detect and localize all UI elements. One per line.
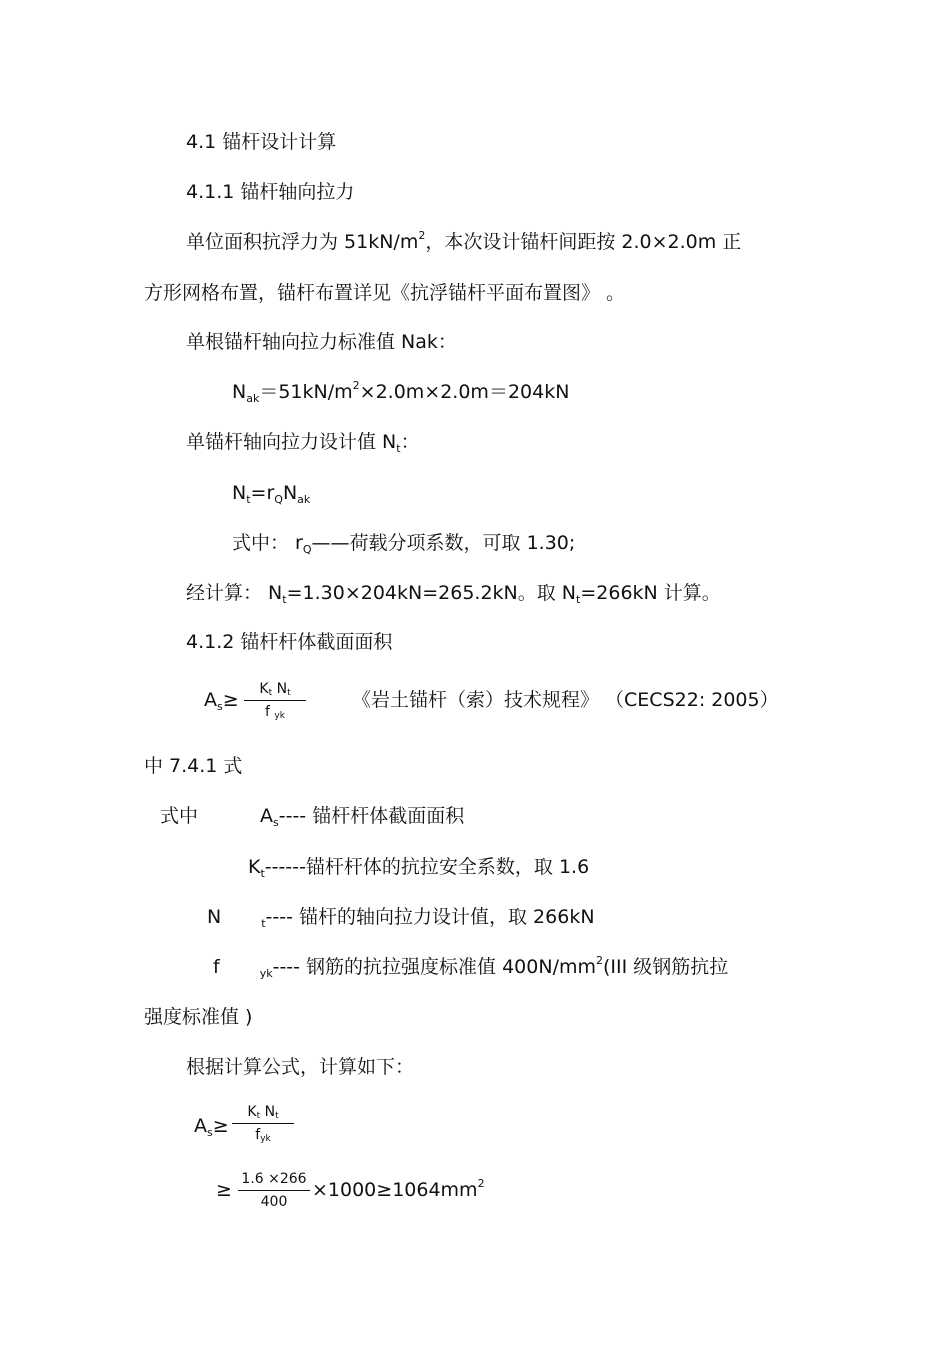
subscript: yk <box>274 711 285 721</box>
subscript: t <box>287 688 291 698</box>
symbol: N <box>232 482 247 504</box>
nak-label: 单根锚杆轴向拉力标准值 Nak： <box>186 331 457 353</box>
text: =266kN 计算。 <box>580 582 721 604</box>
superscript: 2 <box>596 954 603 967</box>
def-nt <box>207 905 595 929</box>
def-kt <box>248 855 589 879</box>
symbol: A <box>260 805 273 827</box>
text: 单锚杆轴向拉力设计值 N <box>186 431 397 453</box>
text: ×2.0m×2.0m＝204kN <box>359 381 570 403</box>
fraction-bar <box>244 700 306 701</box>
symbol: N <box>276 681 288 697</box>
text: ，本次设计锚杆间距按 2.0×2.0m 正 <box>425 231 742 253</box>
subscript: t <box>576 593 581 606</box>
def-as <box>260 804 464 828</box>
formula-as <box>204 688 239 712</box>
subscript: Q <box>274 493 283 506</box>
numerator <box>244 680 306 698</box>
text: ---- 锚杆的轴向拉力设计值，取 266kN <box>265 906 595 928</box>
numerator: 1.6 ×266 <box>241 1171 307 1187</box>
nak-formula <box>232 380 569 404</box>
subscript: s <box>207 1126 213 1139</box>
defs-intro: 式中 <box>160 805 199 827</box>
heading-4-1: 4.1 锚杆设计计算 <box>186 131 337 153</box>
subscript: s <box>217 700 223 713</box>
nt-label <box>186 430 420 454</box>
subscript: t <box>256 1111 261 1121</box>
text: ＝51kN/m <box>259 381 353 403</box>
subscript: t <box>396 442 401 455</box>
calc-intro: 根据计算公式，计算如下： <box>186 1056 415 1078</box>
symbol: A <box>194 1115 207 1137</box>
heading-4-1-1: 4.1.1 锚杆轴向拉力 <box>186 181 355 203</box>
formula-reference: 《岩土锚杆（索）技术规程》 （CECS22: 2005） <box>352 689 779 711</box>
paragraph-line <box>186 230 741 254</box>
symbol: f <box>213 956 220 978</box>
text: =1.30×204kN=265.2kN。取 N <box>286 582 577 604</box>
paragraph-line: 方形网格布置，锚杆布置详见《抗浮锚杆平面布置图》 。 <box>144 282 626 304</box>
calc-ge: ≥ <box>216 1179 232 1201</box>
symbol: K <box>247 1104 257 1120</box>
subscript: yk <box>260 1134 271 1144</box>
subscript: ak <box>246 392 260 405</box>
subscript: t <box>275 1111 279 1121</box>
heading-4-1-2: 4.1.2 锚杆杆体截面面积 <box>186 631 393 653</box>
symbol: A <box>204 689 217 711</box>
text: ： <box>400 431 420 453</box>
subscript: Q <box>302 543 312 556</box>
text: ---- 锚杆杆体截面面积 <box>278 805 465 827</box>
symbol: f <box>265 704 270 720</box>
denominator <box>244 703 306 721</box>
text: 经计算： N <box>186 582 283 604</box>
calc-result <box>312 1178 485 1202</box>
symbol: f <box>255 1127 261 1143</box>
symbol: K <box>248 856 261 878</box>
text: ——荷载分项系数，可取 1.30; <box>311 532 576 554</box>
superscript: 2 <box>352 379 360 392</box>
calc-as <box>194 1114 229 1138</box>
text: 单位面积抗浮力为 51kN/m <box>186 231 419 253</box>
fraction-bar <box>238 1190 310 1191</box>
numerator <box>232 1103 294 1121</box>
subscript: s <box>273 816 279 829</box>
symbol: ≥ <box>222 689 239 711</box>
symbol: N <box>232 381 247 403</box>
subscript: t <box>246 493 251 506</box>
symbol: =r <box>250 482 275 504</box>
text: ×1000≥1064mm <box>312 1179 478 1201</box>
denominator: 400 <box>260 1194 288 1210</box>
calc-fraction <box>232 1103 294 1144</box>
symbol: N <box>207 906 222 928</box>
nt-formula <box>232 481 310 505</box>
symbol: K <box>259 681 269 697</box>
text: (III 级钢筋抗拉 <box>603 956 729 978</box>
def-fyk-cont: 强度标准值 ) <box>144 1006 253 1028</box>
subscript: t <box>282 593 287 606</box>
symbol: N <box>264 1104 276 1120</box>
def-fyk <box>213 955 728 979</box>
text: ------锚杆杆体的抗拉安全系数，取 1.6 <box>264 856 590 878</box>
text: ---- 钢筋的抗拉强度标准值 400N/mm <box>272 956 596 978</box>
subscript: t <box>268 688 273 698</box>
formula-reference-cont: 中 7.4.1 式 <box>144 755 243 777</box>
nt-calc <box>186 581 721 605</box>
subscript: t <box>260 867 265 880</box>
symbol: ≥ <box>212 1115 229 1137</box>
fraction-bar <box>232 1123 294 1124</box>
subscript: t <box>261 917 266 930</box>
text: 式中： r <box>232 532 303 554</box>
denominator <box>232 1126 294 1144</box>
symbol: N <box>282 482 298 504</box>
superscript: 2 <box>477 1177 485 1190</box>
subscript: ak <box>297 493 311 506</box>
calc-fraction-2 <box>238 1170 310 1211</box>
fraction <box>244 680 306 721</box>
superscript: 2 <box>418 229 426 242</box>
subscript: yk <box>259 967 273 980</box>
nt-where <box>232 531 575 555</box>
